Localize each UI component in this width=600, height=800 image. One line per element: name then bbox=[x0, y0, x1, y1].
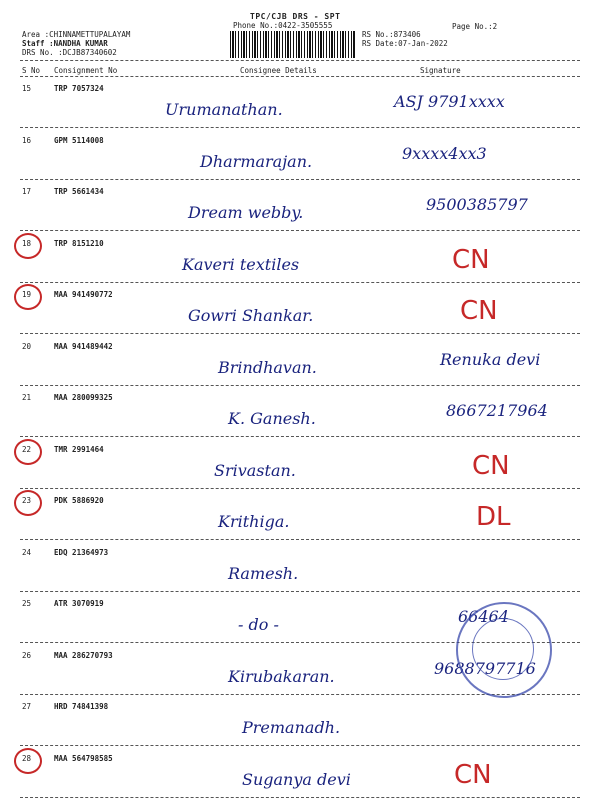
row-sno: 22 bbox=[22, 444, 32, 454]
row-divider bbox=[20, 230, 580, 231]
area-field: Area :CHINNAMETTUPALAYAM bbox=[22, 30, 131, 39]
row-consignee-name: Brindhavan. bbox=[218, 357, 317, 377]
row-consignee-name: Gowri Shankar. bbox=[188, 306, 314, 325]
col-sno: S No bbox=[22, 66, 41, 75]
row-consignment-no: MAA 286270793 bbox=[54, 650, 113, 660]
row-signature: CN bbox=[454, 759, 492, 790]
row-consignee-name: Kirubakaran. bbox=[228, 666, 335, 686]
row-consignment-no: MAA 941489442 bbox=[54, 341, 113, 351]
row-divider bbox=[20, 385, 580, 386]
staff-field: Staff :NANDHA KUMAR bbox=[22, 39, 108, 48]
row-divider bbox=[20, 282, 580, 283]
row-consignee-name: Ramesh. bbox=[228, 563, 299, 583]
row-sno: 28 bbox=[22, 753, 32, 763]
row-signature: 9xxxx4xx3 bbox=[402, 143, 487, 163]
col-signature: Signature bbox=[420, 66, 461, 75]
row-divider bbox=[20, 179, 580, 180]
row-consignment-no: TRP 8151210 bbox=[54, 238, 104, 248]
row-consignment-no: TRP 7057324 bbox=[54, 84, 104, 93]
row-sno: 21 bbox=[22, 393, 32, 402]
row-sno: 17 bbox=[22, 187, 32, 196]
row-sno: 23 bbox=[22, 496, 32, 505]
row-signature: 8667217964 bbox=[446, 401, 548, 420]
col-consignment: Consignment No bbox=[54, 66, 118, 75]
red-circle-mark bbox=[14, 284, 42, 310]
row-divider bbox=[20, 436, 580, 437]
document-title: TPC/CJB DRS - SPT bbox=[250, 12, 341, 21]
row-sno: 26 bbox=[22, 650, 32, 660]
row-consignment-no: MAA 280099325 bbox=[54, 393, 113, 402]
row-divider bbox=[20, 745, 580, 746]
delivery-stamp bbox=[456, 602, 552, 698]
row-signature: 66464 bbox=[458, 607, 509, 626]
row-consignee-name: Dharmarajan. bbox=[200, 151, 313, 171]
red-circle-mark bbox=[14, 439, 42, 465]
rs-number: RS No.:873406 bbox=[362, 30, 421, 39]
page-number: Page No.:2 bbox=[452, 22, 498, 31]
row-divider bbox=[20, 539, 580, 540]
row-consignee-name: Urumanathan. bbox=[165, 100, 283, 119]
row-consignee-name: Suganya devi bbox=[242, 769, 351, 789]
row-signature: ASJ 9791xxxx bbox=[394, 92, 505, 111]
row-consignment-no: EDQ 21364973 bbox=[54, 547, 109, 557]
row-signature: CN bbox=[460, 296, 498, 326]
row-consignment-no: HRD 74841398 bbox=[54, 702, 109, 711]
col-consignee-details: Consignee Details bbox=[240, 66, 317, 75]
row-signature: 9688797716 bbox=[434, 658, 536, 678]
row-sno: 25 bbox=[22, 599, 32, 608]
row-consignee-name: Premanadh. bbox=[242, 718, 341, 737]
row-consignment-no: PDK 5886920 bbox=[54, 496, 104, 505]
row-consignee-name: - do - bbox=[238, 615, 279, 634]
divider bbox=[20, 60, 580, 61]
row-consignee-name: Kaveri textiles bbox=[182, 254, 300, 274]
row-signature: DL bbox=[476, 502, 511, 532]
row-sno: 24 bbox=[22, 547, 32, 557]
row-consignment-no: GPM 5114008 bbox=[54, 135, 104, 145]
row-divider bbox=[20, 797, 580, 798]
row-sno: 15 bbox=[22, 84, 32, 93]
row-divider bbox=[20, 591, 580, 592]
row-sno: 20 bbox=[22, 341, 32, 351]
red-circle-mark bbox=[14, 748, 42, 774]
rs-date: RS Date:07-Jan-2022 bbox=[362, 39, 448, 48]
row-sno: 27 bbox=[22, 702, 32, 711]
row-consignee-name: Dream webby. bbox=[188, 203, 304, 222]
row-consignment-no: ATR 3070919 bbox=[54, 599, 104, 608]
row-divider bbox=[20, 333, 580, 334]
row-consignment-no: MAA 941490772 bbox=[54, 290, 113, 299]
row-divider bbox=[20, 127, 580, 128]
divider bbox=[20, 76, 580, 77]
row-signature: CN bbox=[472, 450, 510, 481]
row-signature: Renuka devi bbox=[440, 349, 541, 369]
row-sno: 16 bbox=[22, 135, 32, 145]
row-sno: 18 bbox=[22, 238, 32, 248]
row-consignee-name: Krithiga. bbox=[218, 512, 290, 531]
row-consignment-no: TRP 5661434 bbox=[54, 187, 104, 196]
row-signature: CN bbox=[452, 244, 490, 275]
red-circle-mark bbox=[14, 233, 42, 259]
row-consignee-name: Srivastan. bbox=[214, 460, 296, 480]
red-circle-mark bbox=[14, 490, 42, 516]
row-divider bbox=[20, 488, 580, 489]
row-consignment-no: MAA 564798585 bbox=[54, 753, 113, 763]
barcode bbox=[230, 31, 356, 58]
row-sno: 19 bbox=[22, 290, 32, 299]
row-consignee-name: K. Ganesh. bbox=[228, 409, 316, 428]
phone-number: Phone No.:0422-3505555 bbox=[233, 21, 333, 30]
drs-number: DRS No. :DCJB87340602 bbox=[22, 48, 117, 57]
row-consignment-no: TMR 2991464 bbox=[54, 444, 104, 454]
row-signature: 9500385797 bbox=[426, 195, 528, 214]
